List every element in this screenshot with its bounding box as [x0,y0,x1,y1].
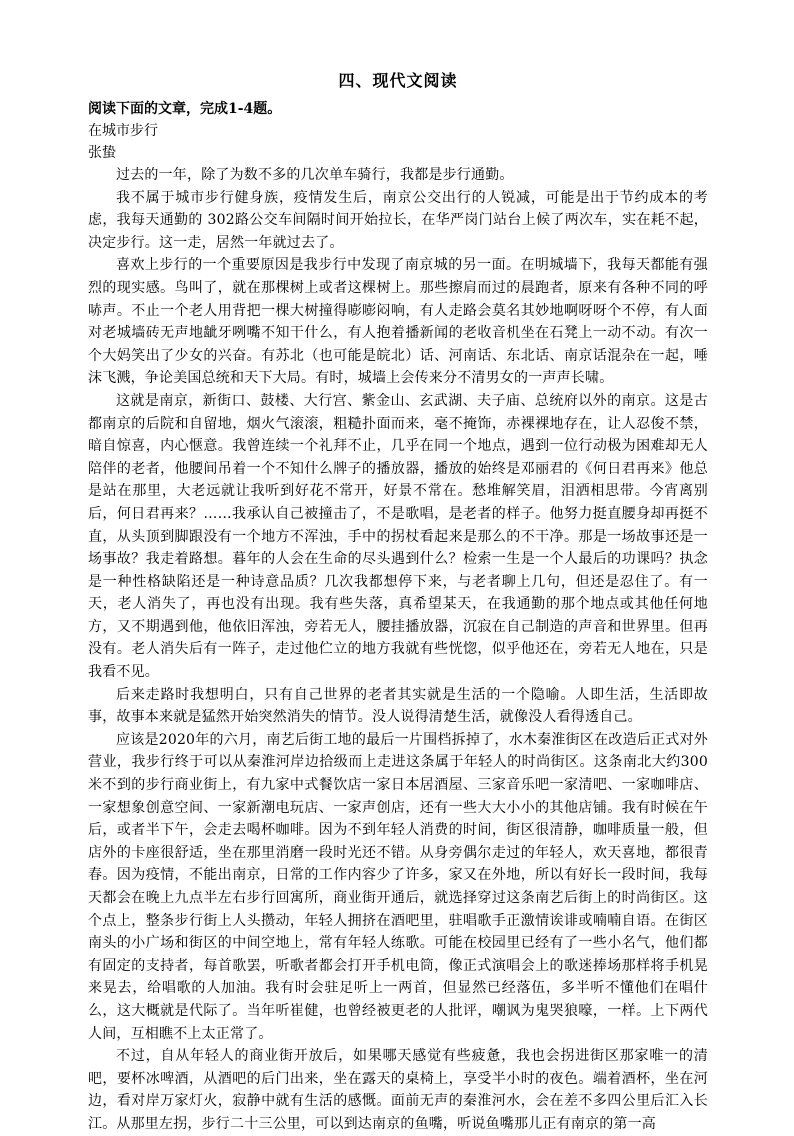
article-author: 张蛰 [88,145,116,161]
document-page [88,68,708,1136]
article-paragraph: 这就是南京，新街口、鼓楼、大行宫、紫金山、玄武湖、夫子庙、总统府以外的南京。这是古都南京的后院和自留地，烟火气滚滚，粗糙扑面而来，毫不掩饰，赤裸裸地存在，让人忍俊不禁，暗自惊喜，内心惬意。我曾连续一个礼拜不止，几乎在同一个地点，遇到一位行动极为困难却无人陪伴的老者，他腰间吊着一个不知什么牌子的播放器，播放的始终是邓丽君的《何日君再来》他总是站在那里，大老远就让我听到好花不常开，好景不常在。愁堆解笑眉，泪洒相思带。今宵离别后，何日君再来？……我承认自己被撞击了，不是歌唱，是老者的样子。他努力挺直腰身却再挺不直，从头顶到脚跟没有一个地方不浑浊，手中的拐杖看起来是那么的不干净。那是一场故事还是一场事故？我走着路想。暮年的人会在生命的尽头遇到什么？检索一生是一个人最后的功课吗？执念是一种性格缺陷还是一种诗意品质？几次我都想停下来，与老者聊上几句，但还是忍住了。有一天，老人消失了，再也没有出现。我有些失落，真希望某天，在我通勤的那个地点或其他任何地方，又不期遇到他，他依旧浑浊，旁若无人，腰挂播放器，沉寂在自己制造的声音和世界里。但再没有。老人消失后有一阵子，走过他伫立的地方我就有些恍惚，似乎他还在，旁若无人地在，只是我看不见。 [88,392,708,681]
article-paragraph: 不过，自从年轻人的商业街开放后，如果哪天感觉有些疲惫，我也会拐进街区那家唯一的清吧，要杯冰啤酒，从酒吧的后门出来，坐在露天的桌椅上，享受半小时的夜色。端着酒杯，坐在河边，看对岸万家灯火，寂静中就有生活的感慨。面前无声的秦淮河水，会在差不多四公里后汇入长江。从那里左拐，步行二十三公里，可以到达南京的鱼嘴，听说鱼嘴那儿正有南京的第一高 [88,1048,708,1132]
article-paragraph: 应该是2020年的六月，南艺后街工地的最后一片围档拆掉了，水木秦淮街区在改造后正式对外营业，我步行终于可以从秦淮河岸边拾级而上走进这条属于年轻人的时尚街区。这条南北大约300米不到的步行商业街上，有九家中式餐饮店一家日本居酒屋、三家音乐吧一家清吧、一家咖啡店、一家想象创意空间、一家新潮电玩店、一家声创店，还有一些大大小小的其他店铺。我有时候在午后，或者半下午，会走去喝杯咖啡。因为不到年轻人消费的时间，街区很清静，咖啡质量一般，但店外的卡座很舒适，坐在那里消磨一段时光还不错。从身旁偶尔走过的年轻人，欢天喜地，都很青春。因为疫情，不能出南京，日常的工作内容少了许多，家又在外地，所以有好长一段时间，我每天都会在晚上九点半左右步行回寓所，商业街开通后，就选择穿过这条南艺后街上的时尚街区。这个点上，整条步行街上人头攒动，年轻人拥挤在酒吧里，驻唱歌手正激情诶诽或喃喃自语。在街区南头的小广场和街区的中间空地上，常有年轻人练歌。可能在校园里已经有了一些小名气，他们都有固定的支持者，每首歌罢，听歌者都会打开手机电筒，像正式演唱会上的歌迷捧场那样将手机晃来晃去，给唱歌的人加油。我有时会驻足听上一两首，但显然已经落伍，多半听不懂他们在唱什么，这大概就是代际了。当年听崔健，也曾经被更老的人批评，嘲讽为鬼哭狼嚎，一样。上下两代人间，互相瞧不上太正常了。 [88,731,708,1042]
article-title: 在城市步行 [88,123,158,139]
reading-instruction: 阅读下面的文章，完成1-4题。 [88,101,282,117]
article-paragraph: 我不属于城市步行健身族，疫情发生后，南京公交出行的人锐减，可能是出于节约成本的考虑，我每天通勤的 302路公交车间隔时间开始拉长，在华严岗门站台上候了两次车，实在耗不起，决定步行。这一走，居然一年就过去了。 [88,189,708,251]
article-paragraph: 后来走路时我想明白，只有自己世界的老者其实就是生活的一个隐喻。人即生活，生活即故事，故事本来就是猛然开始突然消失的情节。没人说得清楚生活，就像没人看得透自己。 [88,686,708,726]
article-paragraph: 喜欢上步行的一个重要原因是我步行中发现了南京城的另一面。在明城墙下，我每天都能有强烈的现实感。鸟叫了，就在那棵树上或者这棵树上。那些擦肩而过的晨跑者，原来有各种不同的呼哧声。不止一个老人用背把一棵大树撞得嘭嘭闷响，有人走路会莫名其妙地啊呀呀个不停，有人面对老城墙砖无声地龇牙咧嘴不知干什么，有人抱着播新闻的老收音机坐在石凳上一动不动。有次一个大妈笑出了少女的兴奋。有苏北（也可能是皖北）话、河南话、东北话、南京话混杂在一起，唾沫飞溅，争论美国总统和天下大局。有时，城墙上会传来分不清男女的一声声长啸。 [88,257,708,387]
article-paragraph: 过去的一年，除了为数不多的几次单车骑行，我都是步行通勤。 [116,167,514,183]
section-title: 四、现代文阅读 [338,71,458,90]
